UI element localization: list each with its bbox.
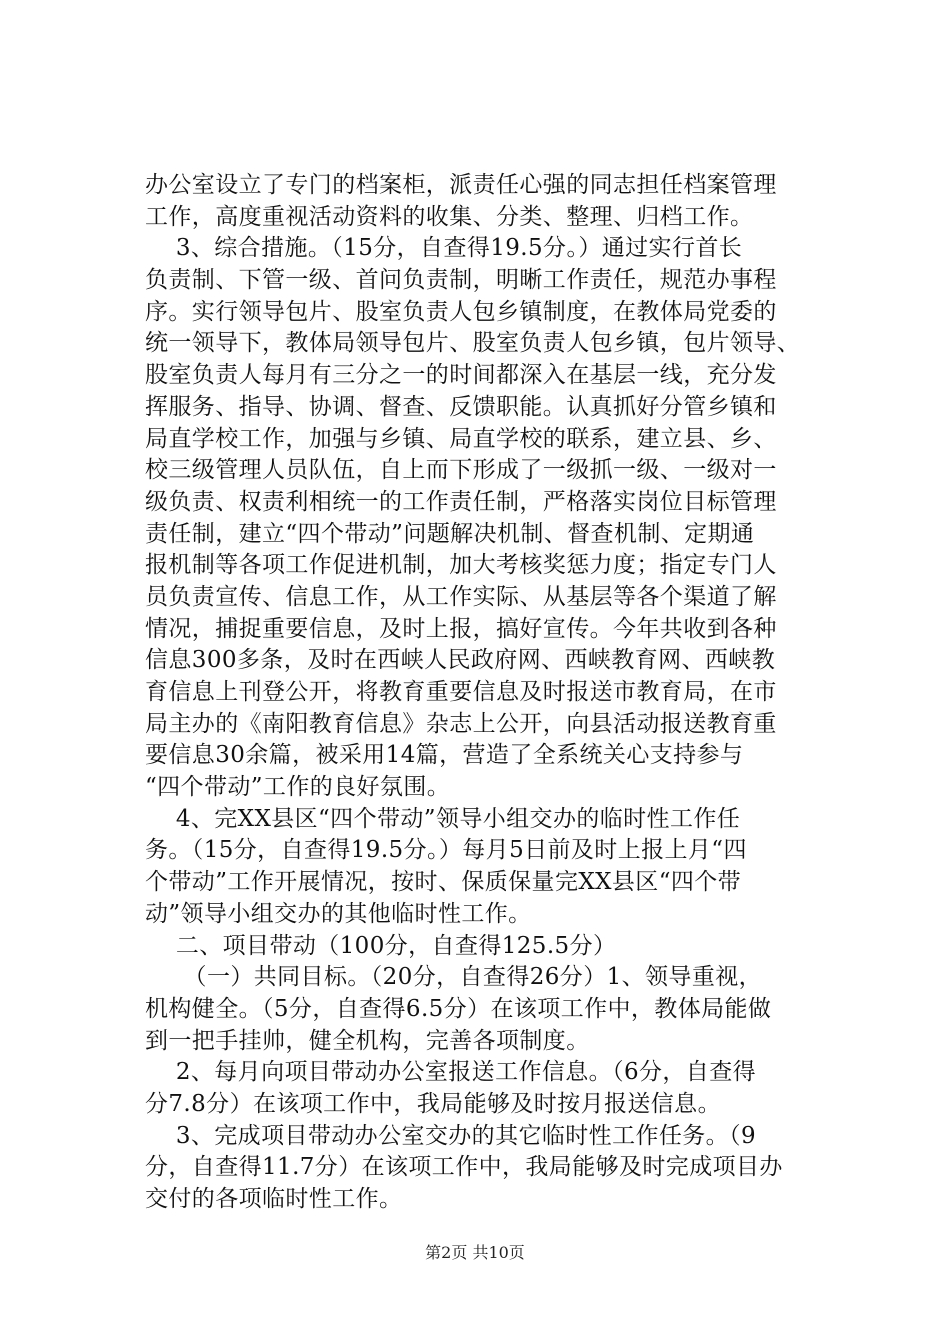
- text-line: 局主办的《南阳教育信息》杂志上公开，向县活动报送教育重: [145, 710, 777, 737]
- text-line: 挥服务、指导、协调、督查、反馈职能。认真抓好分管乡镇和: [145, 393, 777, 420]
- text-line: 4、完XX县区“四个带动”领导小组交办的临时性工作任: [145, 805, 741, 832]
- text-line: 工作，高度重视活动资料的收集、分类、整理、归档工作。: [145, 203, 754, 230]
- page-footer: 第2页 共10页: [425, 1243, 525, 1262]
- text-line: 报机制等各项工作促进机制，加大考核奖惩力度；指定专门人: [145, 552, 777, 579]
- text-line: 分，自查得11.7分）在该项工作中，我局能够及时完成项目办: [145, 1154, 783, 1181]
- text-line: 2、每月向项目带动办公室报送工作信息。（6分，自查得: [145, 1059, 757, 1086]
- text-line: （一）共同目标。（20分，自查得26分）1、领导重视，: [145, 964, 763, 991]
- text-line: 校三级管理人员队伍，自上而下形成了一级抓一级、一级对一: [145, 457, 777, 484]
- text-line: 二、项目带动（100分，自查得125.5分）: [145, 932, 617, 959]
- text-line: 3、完成项目带动办公室交办的其它临时性工作任务。（9: [145, 1122, 757, 1149]
- text-line: 局直学校工作，加强与乡镇、局直学校的联系，建立县、乡、: [145, 425, 777, 452]
- text-line: 员负责宣传、信息工作，从工作实际、从基层等各个渠道了解: [145, 583, 777, 610]
- text-line: 动”领导小组交办的其他临时性工作。: [145, 900, 532, 927]
- document-body: [145, 170, 835, 1216]
- text-line: 级负责、权责利相统一的工作责任制，严格落实岗位目标管理: [145, 488, 777, 515]
- text-line: 3、综合措施。（15分，自查得19.5分。）通过实行首长: [145, 235, 743, 262]
- text-line: “四个带动”工作的良好氛围。: [145, 774, 451, 801]
- text-line: 股室负责人每月有三分之一的时间都深入在基层一线，充分发: [145, 362, 777, 389]
- text-line: 负责制、下管一级、首问负责制，明晰工作责任，规范办事程: [145, 267, 777, 294]
- text-line: 办公室设立了专门的档案柜，派责任心强的同志担任档案管理: [145, 172, 777, 198]
- text-line: 机构健全。（5分，自查得6.5分）在该项工作中，教体局能做: [145, 995, 772, 1022]
- text-line: 分7.8分）在该项工作中，我局能够及时按月报送信息。: [145, 1090, 721, 1117]
- text-line: 育信息上刊登公开，将教育重要信息及时报送市教育局，在市: [145, 679, 777, 705]
- text-line: 统一领导下，教体局领导包片、股室负责人包乡镇，包片领导、: [145, 330, 801, 357]
- text-line: 责任制，建立“四个带动”问题解决机制、督查机制、定期通: [145, 520, 755, 547]
- text-line: 个带动”工作开展情况，按时、保质保量完XX县区“四个带: [145, 869, 742, 896]
- text-line: 交付的各项临时性工作。: [145, 1186, 403, 1212]
- text-line: 情况，捕捉重要信息，及时上报，搞好宣传。今年共收到各种: [145, 615, 777, 642]
- text-line: 到一把手挂帅，健全机构，完善各项制度。: [145, 1027, 590, 1054]
- text-line: 要信息30余篇，被采用14篇，营造了全系统关心支持参与: [145, 742, 744, 769]
- text-line: 信息300多条，及时在西峡人民政府网、西峡教育网、西峡教: [145, 647, 776, 674]
- text-line: 务。（15分，自查得19.5分。）每月5日前及时上报上月“四: [145, 837, 747, 864]
- text-line: 序。实行领导包片、股室负责人包乡镇制度，在教体局党委的: [145, 298, 777, 325]
